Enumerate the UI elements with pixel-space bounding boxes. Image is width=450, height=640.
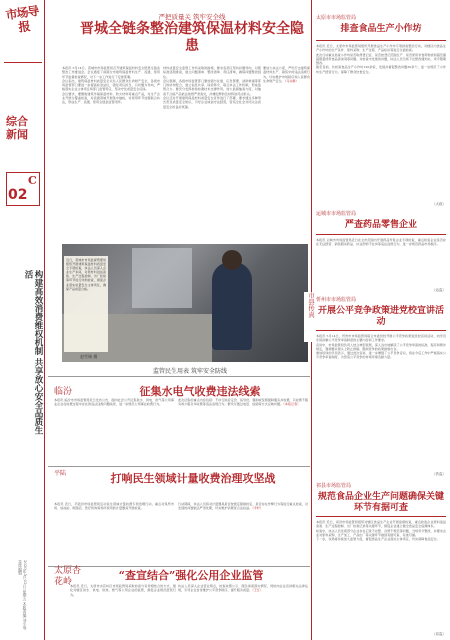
- photo-credit: 赵雪瑞 摄: [80, 354, 98, 359]
- story4-body-col-1: 本报讯 近日，太原市杏花岭区市场监管局采取检查与宣传相结合的方式，强化对辖区供水、供电、供热、燃气等公用企业的监管，督促企业规范经营行为。: [70, 584, 176, 597]
- brief3-credit: （忻监）: [432, 472, 446, 476]
- story2-headline: 征集水电气收费违法线索: [139, 385, 261, 398]
- brief1-credit: （太政）: [432, 202, 446, 206]
- brief1-headline: 排查食品生产小作坊: [340, 24, 422, 34]
- brief2-credit: （运监）: [432, 288, 446, 292]
- story4-credit: （王红）: [252, 588, 264, 593]
- photo-inset-text: 近日，晋城市市场监督管理局组织开展建筑保温材料质量安全专项检查，执法人员深入企业生产车间，对原材料进货查验、生产过程控制、出厂检验等环节进行详细检查，督促企业落实质量安全主体责任，确保产品质量合格。: [66, 258, 106, 291]
- story2-body-col-1: 本报讯 临汾市市场监管局近日发布公告，面向社会公开征集供水、供电、供气等公用事业企业在收费过程中存在的违法违规问题线索，进一步规范公用事业收费行为。: [54, 398, 174, 407]
- story3-headline: 打响民生领域计量收费治理攻坚战: [110, 472, 276, 485]
- side-headline: 构建高效消费维权机制 共享放心安全品质生活: [23, 270, 43, 435]
- brief2-headline: 严查药品零售企业: [344, 220, 417, 230]
- masthead-logo: 市场导报: [4, 3, 40, 35]
- story2-credit: （本报记者）: [283, 402, 301, 407]
- brief3-rule: [316, 330, 446, 331]
- story4-body-tail: 执法人员深入企业营业网点，检查收费公示、服务承诺落实情况，同时向企业宣讲相关法律法规，引导企业自觉维护公平竞争秩序，提升服务质量。: [178, 584, 308, 593]
- photo-caption: 监管民生用表 筑牢安全防线: [153, 368, 227, 375]
- story3-location: 平陆: [54, 470, 67, 477]
- brief1-source: 太原市市场监管局: [316, 15, 357, 21]
- photo-inspector-head: [222, 250, 242, 270]
- brief4-body: 本报讯 近日，祁县市场监管局组织对辖区食品生产企业开展监督检查，重点检查企业原料进货查验、生产过程控制、出厂检验记录等关键环节，督促企业建立健全食品安全追溯体系。 检查中，执法人员发现部分企业存在记录不完整、台账不规范等问题，当场责令整改，并要求企业对原料采购、生产加工、产品出厂等关键环节做到有据可查、有迹可循。 下一步，该局将持续加大监管力度，督促食品生产企业落实主体责任，切实保障食品安全。: [316, 520, 446, 542]
- story-divider: [48, 466, 310, 467]
- column-divider: [44, 0, 45, 640]
- masthead-divider: [4, 62, 42, 63]
- story2-location: 临汾: [54, 387, 73, 397]
- lead-body-col-2: 材料质量安全监管工作所采取的措施，要求各县区坚持问题导向，对照标准逐项排查，建立问题清单、整改清单、责任清单，确保问题整改到位。 会议强调，各级市场监管部门要加强与住建、应急管理、消防救援等部门的协作配合，建立信息共享、线索移交、联合执法工作机制，形成监管合力。要充分发挥检验检测技术支撑作用，加大监督抽查力度，对抽查不合格产品依法依规严肃查处，涉嫌犯罪的及时移送司法机关。 会议还对开展建筑保温材料质量安全宣传进行了部署，要求通过多种形式普及质量安全知识，引导企业诚信守法经营，营造全社会共同关注质量安全的良好氛围。: [163, 66, 261, 109]
- lead-body-col-1: 本报讯 5月14日，晋城市市场监管局召开建筑保温材料安全隐患全链条整治工作推进会。会议通报了前期全市建筑保温材料生产、流通、使用环节监督检查情况，对下一步工作进行了安排部署。 会议指出，建筑保温材料质量安全关系人民群众生命财产安全，各级市场监管部门要进一步提高政治站位，强化责任担当，以问题为导向，严格落实企业主体责任和部门监管责任，坚决守住质量安全底线。 会议要求，要聚焦建筑外墙保温材料、防火材料等重点产品，对生产企业开展全覆盖检查，对流通领域开展集中抽检，对使用环节加强联合执法，形成生产、流通、使用全链条监管闭环。: [62, 66, 160, 105]
- lead-body-col-3: [263, 66, 310, 242]
- brief4-headline: 规范食品企业生产问题确保关键环节有据可查: [317, 492, 444, 513]
- lead-credit: （马书静）: [284, 78, 299, 83]
- photo-inspector: [212, 262, 252, 350]
- brief3-source: 忻州市市场监管局: [316, 297, 357, 303]
- story3-body-tail: 行动期间，执法人员将对计量器具是否按规定强制检定、是否存在作弊行为等进行重点检查，对发现的问题依法严肃处理，切实维护消费者合法权益。: [178, 502, 308, 511]
- brief4-source: 祁县市场监管局: [316, 483, 352, 489]
- brief2-rule: [316, 234, 446, 235]
- story4-body-col-2: [178, 584, 308, 634]
- lead-body-tail: 要加大执法力度，严厉打击建筑保温材料生产、销售中的违法违规行为，切实维护市场秩序和人民群众生命财产安全。: [263, 66, 310, 83]
- lead-kicker: 严把质量关 筑牢安全线: [158, 13, 226, 21]
- story4-location: 太原杏花岭: [54, 566, 82, 587]
- lead-headline: 晋城全链条整治建筑保温材料安全隐患: [80, 21, 304, 54]
- section-name: 综合新闻: [6, 115, 28, 141]
- brief4-rule: [316, 516, 446, 517]
- publication-info: 2020年5月22日 星期五 本版责编 刘小琴 首席编辑: [18, 560, 28, 630]
- story3-body-col-1: 本报讯 近日，平陆县市场监管局启动民生领域计量收费专项治理行动，重点对集贸市场、加油站、眼镜店、医疗机构等场所使用的计量器具开展检查。: [54, 502, 174, 511]
- story-divider: [48, 376, 310, 377]
- brief3-body: 本报讯 5月14日，忻州市市场监管局联合市委党校开展公平竞争政策进党校宣讲活动，向学员系统讲解公平竞争审查制度的主要内容和工作要求。 宣讲中，市场监管局负责人结合典型案例，深入浅出地解读了公平竞争审查的标准、程序和例外规定，强调要从源头上防止排除、限制竞争的政策措施出台。 参加培训的学员表示，通过此次宣讲，进一步增强了公平竞争意识，将在今后工作中严格落实公平竞争审查制度，为营造公平竞争的市场环境贡献力量。: [316, 334, 446, 360]
- story2-body-col-2: [178, 398, 308, 462]
- brief3-headline: 开展公平竞争政策进党校宣讲活动: [317, 306, 444, 327]
- edition-letter: C: [28, 174, 37, 187]
- story2-body-tail: 此次征集的重点内容包括：不执行政府定价、指导价，强制或变相强制服务并收费，只收费不服务或少服务多收费等违法违规行为。群众可通过电话、信函等方式反映问题。: [178, 398, 308, 407]
- story3-credit: （平轩）: [252, 506, 264, 511]
- story4-headline: “查宣结合”强化公用企业监管: [118, 569, 264, 582]
- brief1-rule: [316, 40, 446, 41]
- photo-window: [132, 248, 192, 308]
- photo-inset-box: [64, 256, 108, 352]
- story3-body-col-2: [178, 502, 308, 562]
- brief2-body: 本报讯 运城市市场监管局近日在全市范围内开展药品零售企业专项检查，重点检查企业是否存在无证经营、销售假劣药品、执业药师不在岗等违法违规行为，进一步规范药品市场秩序。: [316, 238, 446, 247]
- brief1-body: 本报讯 近日，太原市市场监管局组织开展食品生产小作坊专项排查整治行动，对辖区内食品生产小作坊的生产条件、原料采购、生产过程、产品标识等进行全面检查。 此次行动重点检查小作坊是否取得登记证、是否按登记范围生产、是否使用非食用物质和超范围超限量使用食品添加剂等问题。对检查中发现的问题，执法人员当场下达整改通知书，责令限期整改。 截至目前，共检查食品生产小作坊120余家，发现并督促整改问题30余个，进一步规范了小作坊生产经营行为，保障了群众饮食安全。: [316, 44, 446, 74]
- brief4-credit: （祁监）: [432, 632, 446, 636]
- edition-number: 02: [8, 187, 28, 203]
- brief2-source: 运城市市场监管局: [316, 211, 357, 217]
- section-side-tag: 市县传真: [304, 292, 314, 342]
